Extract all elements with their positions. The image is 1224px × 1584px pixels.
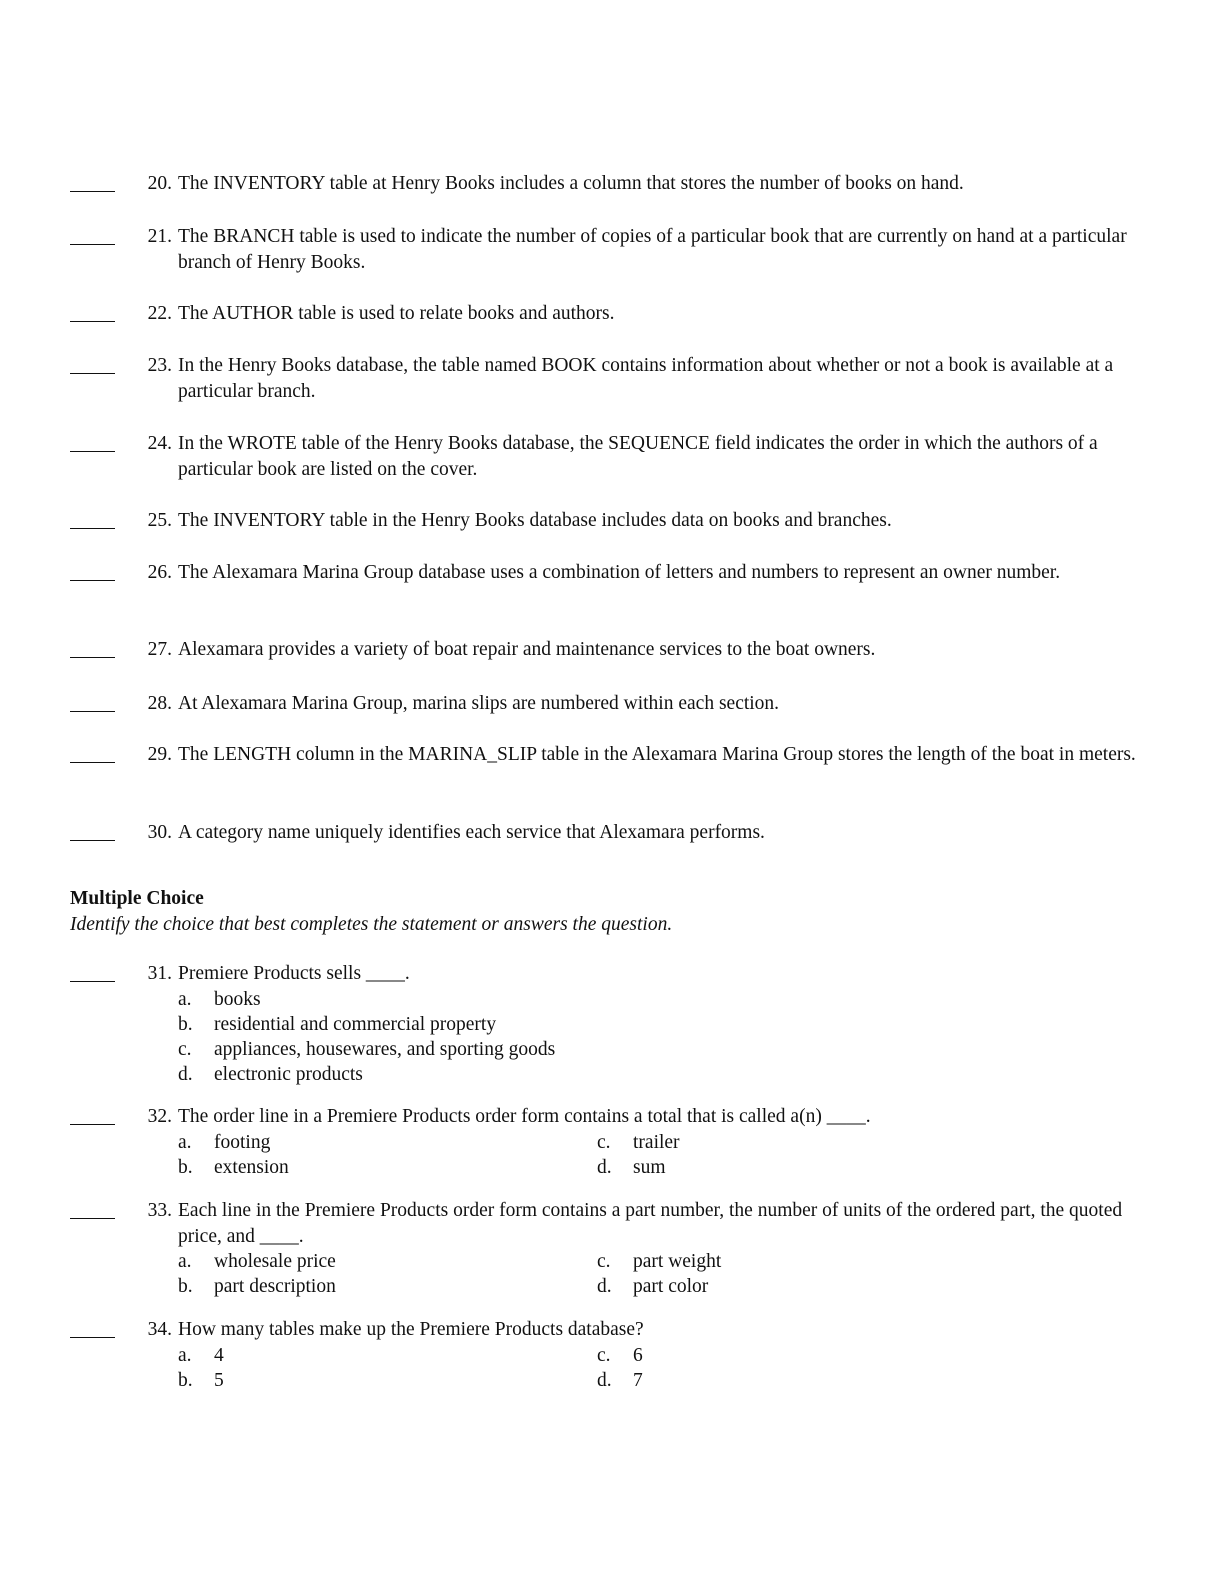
question-text: The order line in a Premiere Products order form contains a total that is called a(n) ____. [178, 1106, 871, 1127]
option-d[interactable] [178, 1062, 1150, 1087]
option-text: wholesale price [214, 1251, 336, 1272]
question-22 [70, 301, 1150, 327]
question-number: 34. [147, 1319, 172, 1340]
question-number: 31. [147, 963, 172, 984]
option-a[interactable] [178, 987, 1150, 1012]
option-a[interactable] [178, 1249, 578, 1274]
option-text: part description [214, 1276, 336, 1297]
option-grid [178, 1130, 1150, 1180]
question-number: 25. [147, 510, 172, 531]
question-21 [70, 224, 1150, 275]
answer-blank[interactable] [70, 691, 115, 712]
option-text: part color [633, 1276, 709, 1297]
option-letter: d. [597, 1156, 612, 1178]
option-letter: d. [178, 1063, 193, 1085]
option-letter: c. [178, 1038, 192, 1060]
option-letter: a. [178, 1251, 192, 1272]
answer-blank[interactable] [70, 1104, 115, 1125]
question-29 [70, 742, 1150, 768]
option-b[interactable] [178, 1012, 1150, 1037]
answer-blank[interactable] [70, 560, 115, 581]
answer-blank[interactable] [70, 820, 115, 841]
option-text: books [214, 988, 261, 1010]
question-27 [70, 637, 1150, 663]
option-letter: d. [597, 1276, 612, 1297]
question-text: The INVENTORY table in the Henry Books database includes data on books and branches. [178, 510, 892, 531]
option-b[interactable] [178, 1155, 578, 1180]
question-34 [70, 1317, 1150, 1393]
question-text: Alexamara provides a variety of boat repair and maintenance services to the boat owners. [178, 639, 876, 660]
option-text: 4 [214, 1344, 224, 1366]
answer-blank[interactable] [70, 637, 115, 658]
answer-blank[interactable] [70, 431, 115, 452]
answer-blank[interactable] [70, 301, 115, 322]
question-text: The BRANCH table is used to indicate the number of copies of a particular book that are currently on hand at a particular branch of Henry Books. [178, 226, 1127, 273]
option-d[interactable] [597, 1274, 997, 1299]
option-text: 5 [214, 1369, 224, 1391]
question-text: At Alexamara Marina Group, marina slips are numbered within each section. [178, 693, 780, 714]
question-number: 29. [147, 744, 172, 765]
question-text: The AUTHOR table is used to relate books and authors. [178, 303, 615, 324]
option-letter: a. [178, 988, 192, 1010]
answer-blank[interactable] [70, 1198, 115, 1219]
option-text: electronic products [214, 1063, 363, 1085]
option-c[interactable] [597, 1249, 997, 1274]
option-text: extension [214, 1156, 289, 1178]
option-text: appliances, housewares, and sporting goods [214, 1038, 556, 1060]
section-title: Multiple Choice [70, 888, 204, 909]
option-letter: d. [597, 1369, 612, 1391]
option-d[interactable] [597, 1155, 997, 1180]
option-letter: a. [178, 1131, 192, 1153]
option-text: part weight [633, 1251, 722, 1272]
option-letter: a. [178, 1344, 192, 1366]
question-33 [70, 1198, 1150, 1299]
option-text: footing [214, 1131, 271, 1153]
option-letter: c. [597, 1251, 611, 1272]
option-letter: c. [597, 1344, 611, 1366]
option-c[interactable] [597, 1130, 997, 1155]
option-a[interactable] [178, 1343, 578, 1368]
multiple-choice-header [70, 886, 672, 937]
question-number: 28. [147, 693, 172, 714]
option-text: sum [633, 1156, 666, 1178]
option-letter: c. [597, 1131, 611, 1153]
answer-blank[interactable] [70, 961, 115, 982]
option-text: 6 [633, 1344, 643, 1366]
question-number: 23. [147, 355, 172, 376]
question-number: 26. [147, 562, 172, 583]
answer-blank[interactable] [70, 742, 115, 763]
option-text: trailer [633, 1131, 680, 1153]
option-text: residential and commercial property [214, 1013, 497, 1035]
option-list [178, 987, 1150, 1087]
option-d[interactable] [597, 1368, 997, 1393]
option-b[interactable] [178, 1368, 578, 1393]
question-25 [70, 508, 1150, 534]
question-number: 20. [147, 173, 172, 194]
question-32 [70, 1104, 1150, 1180]
question-number: 24. [147, 433, 172, 454]
question-text: The LENGTH column in the MARINA_SLIP table in the Alexamara Marina Group stores the length of the boat in meters. [178, 744, 1136, 765]
question-20 [70, 171, 1150, 197]
option-letter: b. [178, 1276, 193, 1297]
option-letter: b. [178, 1369, 193, 1391]
option-c[interactable] [178, 1037, 1150, 1062]
option-letter: b. [178, 1013, 193, 1035]
option-grid [178, 1343, 1150, 1393]
answer-blank[interactable] [70, 171, 115, 192]
question-26 [70, 560, 1150, 586]
option-text: 7 [633, 1369, 643, 1391]
answer-blank[interactable] [70, 353, 115, 374]
option-a[interactable] [178, 1130, 578, 1155]
question-number: 22. [147, 303, 172, 324]
question-text: In the Henry Books database, the table named BOOK contains information about whether or not a book is available at a particular branch. [178, 355, 1114, 402]
option-b[interactable] [178, 1274, 578, 1299]
question-text: In the WROTE table of the Henry Books database, the SEQUENCE field indicates the order in which the authors of a particular book are listed on the cover. [178, 433, 1098, 480]
option-grid [178, 1249, 1150, 1299]
answer-blank[interactable] [70, 508, 115, 529]
section-instructions: Identify the choice that best completes the statement or answers the question. [70, 913, 673, 935]
answer-blank[interactable] [70, 224, 115, 245]
question-23 [70, 353, 1150, 404]
question-text: The Alexamara Marina Group database uses a combination of letters and numbers to represent an owner number. [178, 562, 1061, 583]
question-28 [70, 691, 1150, 717]
question-31 [70, 961, 1150, 1087]
question-number: 27. [147, 639, 172, 660]
question-number: 33. [147, 1200, 172, 1221]
question-number: 30. [147, 822, 172, 843]
question-text: Each line in the Premiere Products order form contains a part number, the number of units of the ordered part, the quoted price, and ____. [178, 1200, 1123, 1247]
option-c[interactable] [597, 1343, 997, 1368]
question-number: 32. [147, 1106, 172, 1127]
question-text: The INVENTORY table at Henry Books includes a column that stores the number of books on hand. [178, 173, 964, 194]
question-text: Premiere Products sells ____. [178, 963, 410, 984]
question-text: How many tables make up the Premiere Products database? [178, 1319, 644, 1340]
question-number: 21. [147, 226, 172, 247]
option-letter: b. [178, 1156, 193, 1178]
answer-blank[interactable] [70, 1317, 115, 1338]
question-30 [70, 820, 1150, 846]
question-text: A category name uniquely identifies each service that Alexamara performs. [178, 822, 765, 843]
question-24 [70, 431, 1150, 482]
